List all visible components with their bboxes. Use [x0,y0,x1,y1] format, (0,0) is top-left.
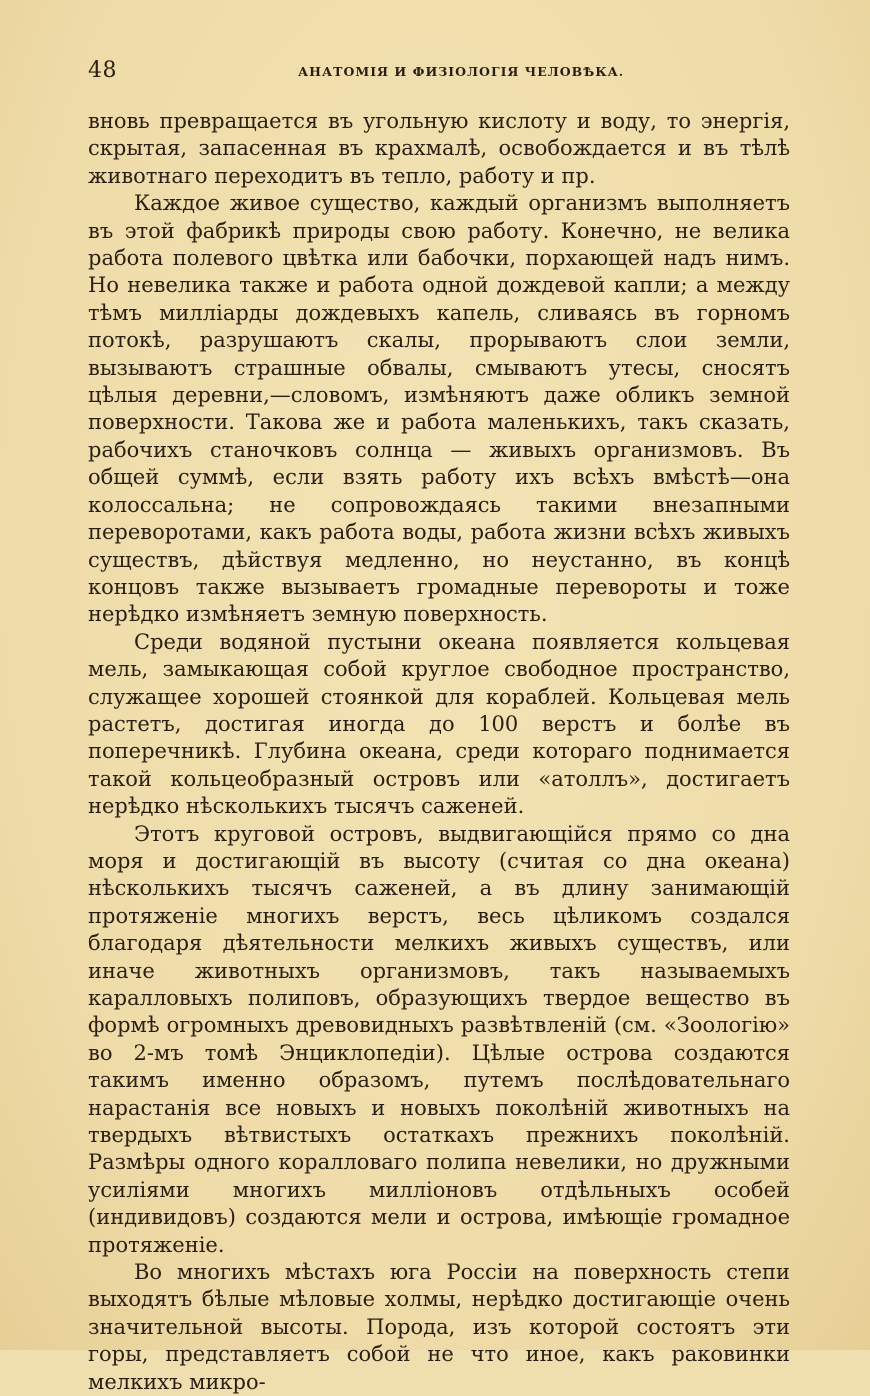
paragraph: Среди водяной пустыни океана появляется кольцевая мель, замыкающая собой круглое свободное пространство, служащее хорошей стоянкой для кораблей. Кольцевая мель растетъ, достигая иногда до 100 верстъ и болѣе въ поперечникѣ. Глубина океана, среди котораго поднимается такой кольцеобразный островъ или «атоллъ», достигаетъ нерѣдко нѣсколькихъ тысячъ саженей. [88,629,790,819]
page-number: 48 [88,58,117,83]
paragraph: Каждое живое существо, каждый организмъ выполняетъ въ этой фабрикѣ природы свою работу. Конечно, не велика работа полевого цвѣтка или бабочки, порхающей надъ нимъ. Но невелика также и работа одной дождевой капли; а между тѣмъ милліарды дождевыхъ капель, сливаясь въ горномъ потокѣ, разрушаютъ скалы, прорываютъ слои земли, вызываютъ страшные обвалы, смываютъ утесы, сносятъ цѣлыя деревни,—словомъ, измѣняютъ даже обликъ земной поверхности. Такова же и работа маленькихъ, такъ сказать, рабочихъ станочковъ солнца — живыхъ организмовъ. Въ общей суммѣ, если взять работу ихъ всѣхъ вмѣстѣ—она колоссальна; не сопровождаясь такими внезапными переворотами, какъ работа воды, работа жизни всѣхъ живыхъ существъ, дѣйствуя медленно, но неустанно, въ концѣ концовъ также вызываетъ громадные перевороты и тоже нерѣдко измѣняетъ земную поверхность. [88,191,790,627]
paragraph: вновь превращается въ угольную кислоту и воду, то энергія, скрытая, запасенная въ крахмалѣ, освобождается и въ тѣлѣ животнаго переходитъ въ тепло, работу и пр. [88,109,790,188]
running-title: АНАТОМІЯ И ФИЗІОЛОГІЯ ЧЕЛОВѢКА. [298,64,625,79]
paragraph: Этотъ круговой островъ, выдвигающійся прямо со дна моря и достигающій въ высоту (считая со дна океана) нѣсколькихъ тысячъ саженей, а въ длину занимающій протяженіе многихъ верстъ, весь цѣликомъ создался благодаря дѣятельности мелкихъ живыхъ существъ, или иначе животныхъ организмовъ, такъ называемыхъ каралловыхъ полиповъ, образующихъ твердое вещество въ формѣ огромныхъ древовидныхъ развѣтвленій (см. «Зоологію» во 2-мъ томѣ Энциклопедіи). Цѣлые острова создаются такимъ именно образомъ, путемъ послѣдовательнаго нарастанія все новыхъ и новыхъ поколѣній животныхъ на твердыхъ вѣтвистыхъ остаткахъ прежнихъ поколѣній. Размѣры одного коралловаго полипа невелики, но дружными усиліями многихъ милліоновъ отдѣльныхъ особей (индивидовъ) создаются мели и острова, имѣющіе громадное протяженіе. [88,821,790,1257]
paragraph: Во многихъ мѣстахъ юга Россіи на поверхность степи выходятъ бѣлые мѣловые холмы, нерѣдко достигающіе очень значительной высоты. Порода, изъ которой состоятъ эти горы, представляетъ собой не что иное, какъ раковинки мелкихъ микро- [88,1260,790,1394]
page-header [88,58,788,88]
body-text [88,108,790,1396]
